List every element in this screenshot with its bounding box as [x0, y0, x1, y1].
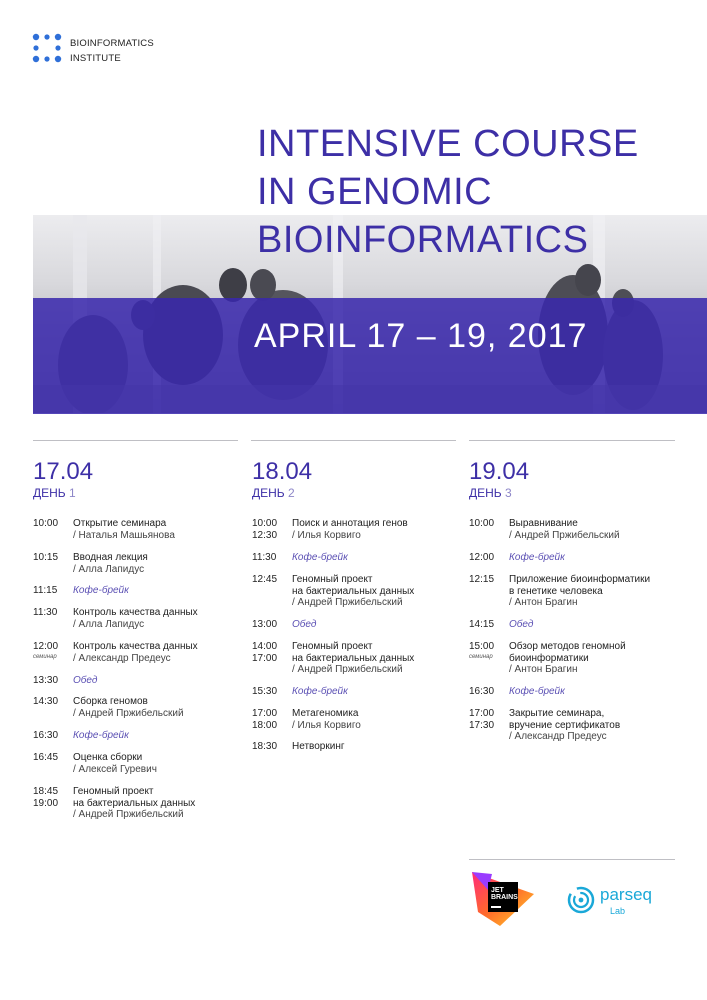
- institute-logo-icon: [32, 33, 62, 63]
- event-time-end: 12:30: [252, 529, 278, 541]
- column-rule-3: [469, 440, 675, 441]
- event-title: Метагеномика: [292, 708, 359, 719]
- event-break: Обед: [292, 619, 317, 630]
- event-speaker: / Андрей Пржибельский: [292, 597, 403, 608]
- event-title-line2: биоинформатики: [509, 652, 589, 664]
- event-time: 10:00: [469, 518, 495, 529]
- event-time: 11:15: [33, 585, 58, 596]
- event-title-line2: вручение сертификатов: [509, 719, 621, 731]
- event-time-end: 17:00: [252, 652, 278, 664]
- event-title: Сборка геномов: [73, 696, 148, 707]
- event-title: Контроль качества данных: [73, 641, 198, 652]
- event-title: Открытие семинара: [73, 518, 167, 529]
- event-time: 15:00: [469, 641, 495, 652]
- event-speaker: / Андрей Пржибельский: [73, 707, 184, 719]
- parseq-sub: Lab: [610, 906, 626, 916]
- column-rule-2: [251, 440, 456, 441]
- day3-label: [469, 486, 512, 500]
- event-title: Нетворкинг: [292, 741, 345, 752]
- event-time: 13:00: [252, 619, 278, 630]
- event-break: Обед: [509, 619, 534, 630]
- event-title-line2: на бактериальных данных: [292, 585, 415, 597]
- event-time-end: 18:00: [252, 719, 278, 731]
- day1-label-word: ДЕНЬ: [33, 486, 66, 500]
- event-title: Оценка сборки: [73, 752, 143, 763]
- event-title: Контроль качества данных: [73, 607, 198, 618]
- event-time: 14:30: [33, 696, 59, 707]
- jetbrains-line2: BRAINS: [491, 894, 518, 901]
- event-speaker: / Алла Лапидус: [73, 563, 145, 575]
- event-break: Обед: [73, 675, 98, 686]
- event-title: Обзор методов геномной: [509, 641, 626, 652]
- day3-label-word: ДЕНЬ: [469, 486, 502, 500]
- event-title: Геномный проект: [292, 641, 373, 652]
- event-time: 16:30: [33, 730, 59, 741]
- event-time: 12:00: [33, 641, 59, 652]
- event-time: 13:30: [33, 675, 59, 686]
- day1-date: 17.04: [33, 458, 94, 485]
- institute-name: [70, 36, 154, 66]
- event-title: Поиск и аннотация генов: [292, 518, 408, 529]
- event-speaker: / Алла Лапидус: [73, 618, 145, 630]
- event-title: Закрытие семинара,: [509, 708, 605, 719]
- event-time: 10:00: [252, 518, 278, 529]
- parseq-name: parseq: [600, 885, 652, 904]
- event-break: Кофе-брейк: [73, 585, 129, 596]
- event-time: 16:30: [469, 686, 495, 697]
- event-speaker: / Наталья Машьянова: [73, 529, 175, 541]
- day2-date: 18.04: [252, 458, 313, 485]
- event-time: 14:00: [252, 641, 278, 652]
- event-time-end: 17:30: [469, 719, 495, 731]
- event-speaker: / Алексей Гуревич: [73, 763, 157, 775]
- event-time: 12:00: [469, 552, 495, 563]
- event-time-end: 19:00: [33, 797, 59, 809]
- event-break: Кофе-брейк: [73, 730, 129, 741]
- event-time: 18:30: [252, 741, 278, 752]
- event-time: 12:15: [469, 574, 495, 585]
- event-title-line2: на бактериальных данных: [292, 652, 415, 664]
- event-break: Кофе-брейк: [292, 686, 348, 697]
- event-break: Кофе-брейк: [509, 686, 565, 697]
- column-rule-1: [33, 440, 238, 441]
- day3-date: 19.04: [469, 458, 530, 485]
- day2-label-word: ДЕНЬ: [252, 486, 285, 500]
- event-time: 17:00: [252, 708, 278, 719]
- event-time: 10:15: [33, 552, 59, 563]
- day1-label: [33, 486, 76, 500]
- day2-label: [252, 486, 295, 500]
- event-time-note: семинар: [33, 653, 57, 660]
- event-time: 15:30: [252, 686, 278, 697]
- event-time: 11:30: [33, 607, 58, 618]
- event-time: 16:45: [33, 752, 59, 763]
- title-band: [33, 298, 707, 414]
- event-speaker: / Андрей Пржибельский: [509, 529, 620, 541]
- event-speaker: / Антон Брагин: [509, 664, 578, 675]
- jetbrains-logo: [470, 868, 540, 928]
- day3-number: 3: [505, 486, 512, 500]
- event-time: 12:45: [252, 574, 278, 585]
- event-title: Геномный проект: [73, 786, 154, 797]
- institute-line1: BIOINFORMATICS: [70, 38, 154, 49]
- event-time: 11:30: [252, 552, 277, 563]
- event-speaker: / Илья Корвиго: [292, 719, 361, 731]
- day2-number: 2: [288, 486, 295, 500]
- event-title: Выравнивание: [509, 518, 578, 529]
- event-speaker: / Андрей Пржибельский: [73, 809, 184, 820]
- course-title: INTENSIVE COURSE IN GENOMIC BIOINFORMATICS: [257, 123, 639, 261]
- event-title: Вводная лекция: [73, 552, 148, 563]
- event-speaker: / Илья Корвиго: [292, 529, 361, 541]
- event-break: Кофе-брейк: [292, 552, 348, 563]
- day1-number: 1: [69, 486, 76, 500]
- event-time: 14:15: [469, 619, 495, 630]
- institute-line2: INSTITUTE: [70, 53, 121, 64]
- event-speaker: / Антон Брагин: [509, 597, 578, 608]
- event-time: 10:00: [33, 518, 59, 529]
- event-time: 18:45: [33, 786, 59, 797]
- course-dates: APRIL 17 – 19, 2017: [254, 317, 588, 355]
- event-speaker: / Александр Предеус: [73, 652, 171, 664]
- event-speaker: / Александр Предеус: [509, 731, 607, 742]
- parseq-lab-logo: [566, 878, 676, 922]
- event-time-note: семинар: [469, 653, 493, 660]
- jetbrains-line1: JET: [491, 887, 504, 894]
- event-title: Геномный проект: [292, 574, 373, 585]
- event-speaker: / Андрей Пржибельский: [292, 664, 403, 675]
- event-title-line2: в генетике человека: [509, 585, 603, 597]
- event-break: Кофе-брейк: [509, 552, 565, 563]
- footer-rule: [469, 859, 675, 860]
- event-title: Приложение биоинформатики: [509, 574, 651, 585]
- event-title-line2: на бактериальных данных: [73, 797, 196, 809]
- event-time: 17:00: [469, 708, 495, 719]
